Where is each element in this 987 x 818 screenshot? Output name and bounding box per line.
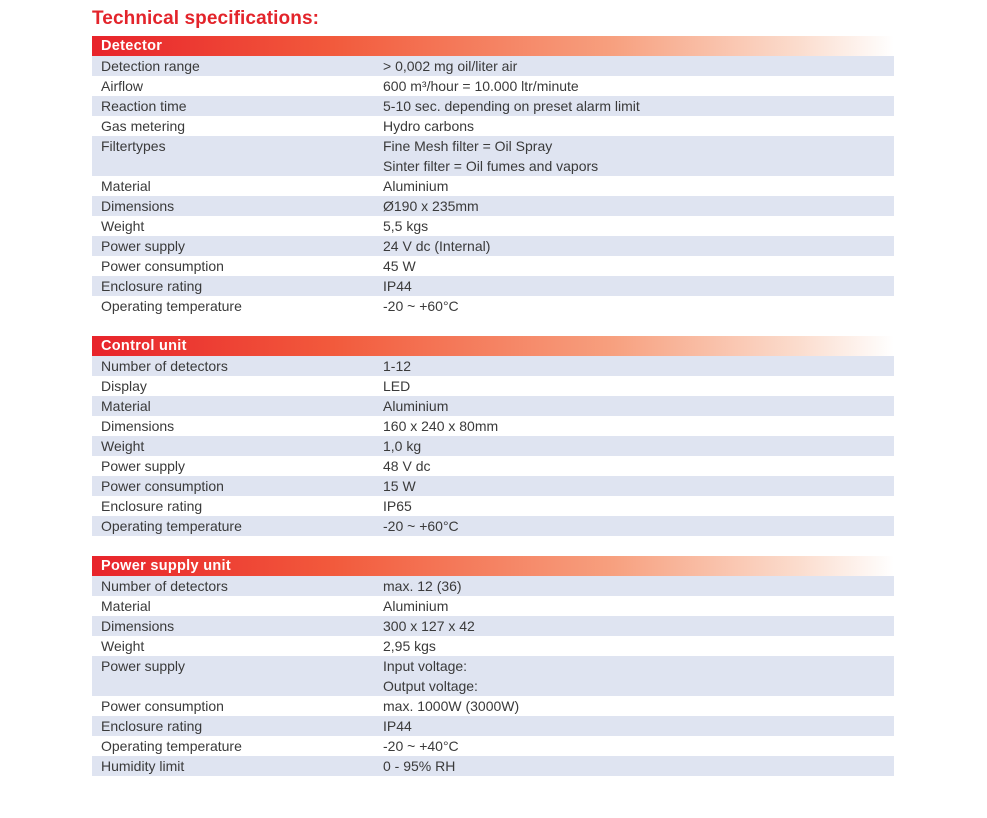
spec-row <box>92 596 894 616</box>
spec-value <box>383 136 894 176</box>
spec-label: Power consumption <box>101 698 224 714</box>
spec-value-line: 15 W <box>383 478 416 494</box>
spec-value-line: max. 1000W (3000W) <box>383 698 520 714</box>
spec-label: Reaction time <box>101 98 187 114</box>
spec-value-line: Fine Mesh filter = Oil Spray <box>383 138 553 154</box>
spec-row <box>92 96 894 116</box>
spec-value <box>383 196 894 216</box>
spec-label: Power consumption <box>101 258 224 274</box>
spec-label: Material <box>101 398 151 414</box>
section-detector <box>92 36 894 316</box>
spec-value <box>383 276 894 296</box>
spec-label: Number of detectors <box>101 578 228 594</box>
spec-label: Dimensions <box>101 418 175 434</box>
spec-value <box>383 176 894 196</box>
spec-value-line: 600 m³/hour = 10.000 ltr/minute <box>383 78 579 94</box>
spec-value-line: 0 - 95% RH <box>383 758 456 774</box>
spec-row <box>92 696 894 716</box>
spec-value <box>383 476 894 496</box>
spec-label: Airflow <box>101 78 144 94</box>
spec-value-line: -20 ~ +60°C <box>383 298 459 314</box>
spec-value-line: Output voltage: <box>383 678 478 694</box>
spec-label: Material <box>101 178 151 194</box>
spec-row <box>92 456 894 476</box>
spec-value-line: Ø190 x 235mm <box>383 198 479 214</box>
spec-value-line: IP44 <box>383 278 412 294</box>
spec-label: Weight <box>101 438 145 454</box>
spec-value-line: IP44 <box>383 718 412 734</box>
spec-value <box>383 716 894 736</box>
spec-row <box>92 756 894 776</box>
spec-value <box>383 436 894 456</box>
spec-label: Filtertypes <box>101 138 166 154</box>
spec-label: Power consumption <box>101 478 224 494</box>
spec-row <box>92 716 894 736</box>
spec-row <box>92 256 894 276</box>
spec-row <box>92 636 894 656</box>
spec-row <box>92 436 894 456</box>
spec-value <box>383 356 894 376</box>
spec-row <box>92 496 894 516</box>
spec-label: Power supply <box>101 238 186 254</box>
spec-label: Operating temperature <box>101 518 242 534</box>
spec-value-line: 1,0 kg <box>383 438 422 454</box>
spec-row <box>92 236 894 256</box>
spec-row <box>92 296 894 316</box>
spec-value-line: IP65 <box>383 498 412 514</box>
spec-value <box>383 516 894 536</box>
spec-value <box>383 376 894 396</box>
spec-value <box>383 296 894 316</box>
spec-value <box>383 236 894 256</box>
spec-label: Enclosure rating <box>101 718 203 734</box>
spec-label: Humidity limit <box>101 758 185 774</box>
spec-value <box>383 656 894 696</box>
spec-value <box>383 616 894 636</box>
spec-value <box>383 756 894 776</box>
spec-value-line: 5,5 kgs <box>383 218 429 234</box>
spec-value-line: -20 ~ +40°C <box>383 738 459 754</box>
spec-row <box>92 576 894 596</box>
spec-value-line: 5-10 sec. depending on preset alarm limit <box>383 98 640 114</box>
spec-row <box>92 276 894 296</box>
spec-value-line: > 0,002 mg oil/liter air <box>383 58 518 74</box>
spec-label: Power supply <box>101 658 186 674</box>
spec-row <box>92 196 894 216</box>
spec-value-line: Aluminium <box>383 178 449 194</box>
spec-value-line: 24 V dc (Internal) <box>383 238 491 254</box>
spec-row <box>92 116 894 136</box>
spec-row <box>92 176 894 196</box>
spec-row <box>92 396 894 416</box>
spec-row <box>92 376 894 396</box>
spec-value <box>383 256 894 276</box>
spec-label: Operating temperature <box>101 298 242 314</box>
spec-value <box>383 456 894 476</box>
spec-label: Enclosure rating <box>101 498 203 514</box>
spec-value-line: Sinter filter = Oil fumes and vapors <box>383 158 599 174</box>
section-power-supply-unit <box>92 556 894 776</box>
spec-value-line: 45 W <box>383 258 416 274</box>
spec-value-line: 48 V dc <box>383 458 431 474</box>
spec-value <box>383 396 894 416</box>
spec-label: Weight <box>101 638 145 654</box>
spec-label: Material <box>101 598 151 614</box>
spec-label: Weight <box>101 218 145 234</box>
spec-label: Power supply <box>101 458 186 474</box>
spec-row <box>92 736 894 756</box>
section-header: Control unit <box>92 336 894 356</box>
spec-value <box>383 56 894 76</box>
spec-value <box>383 76 894 96</box>
spec-row <box>92 56 894 76</box>
spec-value-line: 300 x 127 x 42 <box>383 618 475 634</box>
spec-label: Number of detectors <box>101 358 228 374</box>
spec-value-line: Aluminium <box>383 398 449 414</box>
spec-value <box>383 116 894 136</box>
spec-value <box>383 696 894 716</box>
spec-value-line: max. 12 (36) <box>383 578 462 594</box>
spec-value-line: Input voltage: <box>383 658 468 674</box>
spec-value <box>383 576 894 596</box>
spec-label: Display <box>101 378 147 394</box>
spec-row <box>92 656 894 696</box>
spec-label: Detection range <box>101 58 200 74</box>
spec-label: Operating temperature <box>101 738 242 754</box>
spec-value-line: Aluminium <box>383 598 449 614</box>
spec-value <box>383 216 894 236</box>
spec-label: Dimensions <box>101 618 175 634</box>
spec-row <box>92 76 894 96</box>
spec-value <box>383 636 894 656</box>
spec-value <box>383 416 894 436</box>
spec-value-line: 160 x 240 x 80mm <box>383 418 499 434</box>
spec-row <box>92 356 894 376</box>
spec-label: Gas metering <box>101 118 186 134</box>
spec-value-line: 2,95 kgs <box>383 638 436 654</box>
spec-value <box>383 96 894 116</box>
spec-value <box>383 596 894 616</box>
spec-row <box>92 416 894 436</box>
spec-value-line: -20 ~ +60°C <box>383 518 459 534</box>
spec-row <box>92 616 894 636</box>
spec-row <box>92 136 894 176</box>
page-title: Technical specifications: <box>92 8 320 29</box>
section-header: Detector <box>92 36 894 56</box>
spec-value-line: LED <box>383 378 411 394</box>
spec-value <box>383 736 894 756</box>
spec-value-line: Hydro carbons <box>383 118 475 134</box>
section-header: Power supply unit <box>92 556 894 576</box>
spec-row <box>92 516 894 536</box>
spec-row <box>92 476 894 496</box>
spec-value-line: 1-12 <box>383 358 412 374</box>
spec-row <box>92 216 894 236</box>
spec-label: Enclosure rating <box>101 278 203 294</box>
section-control-unit <box>92 336 894 536</box>
spec-label: Dimensions <box>101 198 175 214</box>
spec-value <box>383 496 894 516</box>
